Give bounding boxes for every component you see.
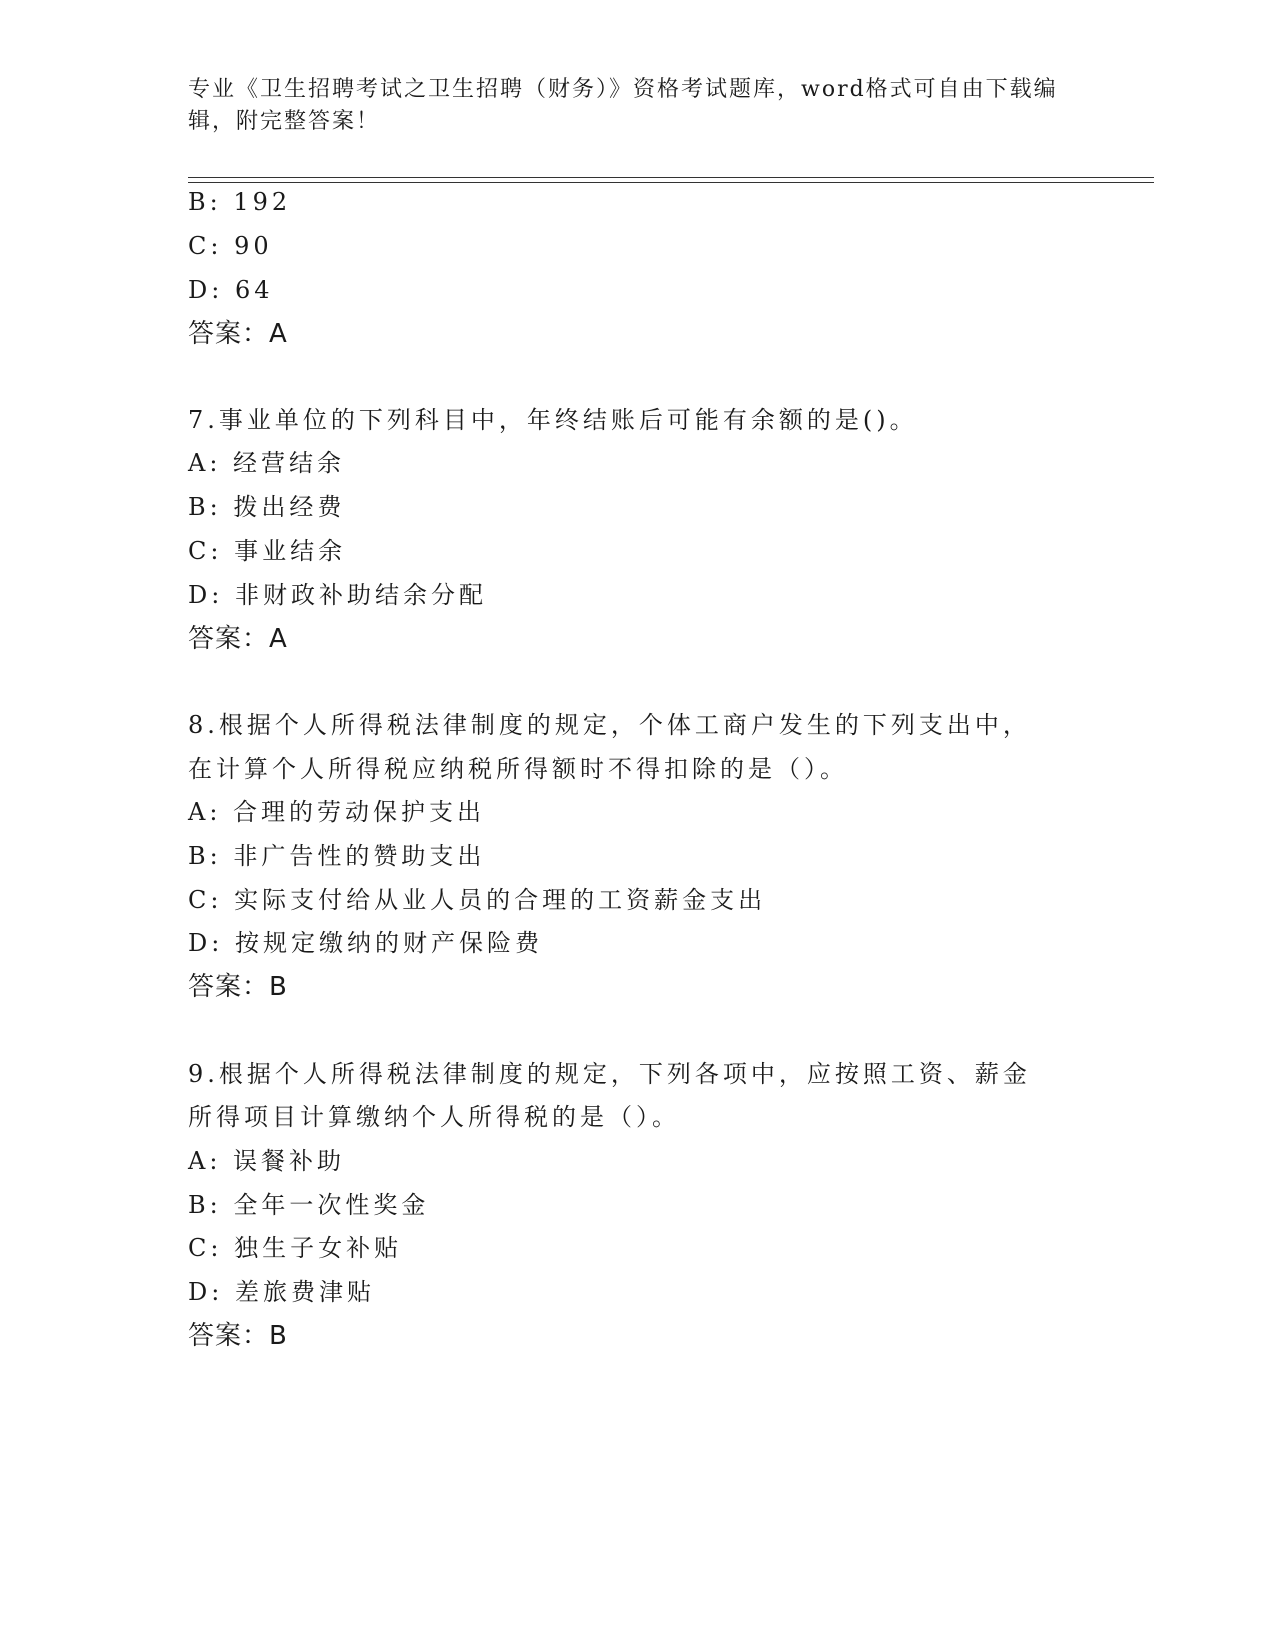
header-rule-bottom bbox=[188, 182, 1154, 183]
q6-answer: 答案：A bbox=[188, 319, 288, 349]
header-rule-top bbox=[188, 177, 1154, 178]
q8-option-b: B: 非广告性的赞助支出 bbox=[188, 842, 486, 870]
q9-answer: 答案：B bbox=[188, 1321, 288, 1351]
q6-option-c: C: 90 bbox=[188, 232, 273, 260]
q9-option-b: B: 全年一次性奖金 bbox=[188, 1191, 430, 1219]
q6-option-b: B: 192 bbox=[188, 188, 292, 216]
q9-question-line2: 所得项目计算缴纳个人所得税的是（）。 bbox=[188, 1103, 680, 1131]
q7-option-d: D: 非财政补助结余分配 bbox=[188, 581, 487, 609]
q8-option-a: A: 合理的劳动保护支出 bbox=[188, 798, 486, 826]
q9-question-line1: 9.根据个人所得税法律制度的规定，下列各项中，应按照工资、薪金 bbox=[188, 1060, 1031, 1088]
q7-option-a: A: 经营结余 bbox=[188, 449, 346, 477]
q8-question-line2: 在计算个人所得税应纳税所得额时不得扣除的是（）。 bbox=[188, 755, 848, 783]
q7-option-c: C: 事业结余 bbox=[188, 537, 347, 565]
q7-question: 7.事业单位的下列科目中，年终结账后可能有余额的是()。 bbox=[188, 406, 918, 434]
q9-option-a: A: 误餐补助 bbox=[188, 1147, 346, 1175]
q7-answer: 答案：A bbox=[188, 624, 288, 654]
q7-option-b: B: 拨出经费 bbox=[188, 493, 346, 521]
document-header: 专业《卫生招聘考试之卫生招聘（财务）》资格考试题库，word格式可自由下载编辑，附完整答案！ bbox=[188, 77, 1058, 134]
q6-option-d: D: 64 bbox=[188, 276, 274, 304]
q8-question-line1: 8.根据个人所得税法律制度的规定，个体工商户发生的下列支出中， bbox=[188, 711, 1031, 739]
q8-option-d: D: 按规定缴纳的财产保险费 bbox=[188, 929, 543, 957]
q9-option-c: C: 独生子女补贴 bbox=[188, 1234, 403, 1262]
q8-option-c: C: 实际支付给从业人员的合理的工资薪金支出 bbox=[188, 886, 767, 914]
q9-option-d: D: 差旅费津贴 bbox=[188, 1278, 375, 1306]
q8-answer: 答案：B bbox=[188, 972, 288, 1002]
